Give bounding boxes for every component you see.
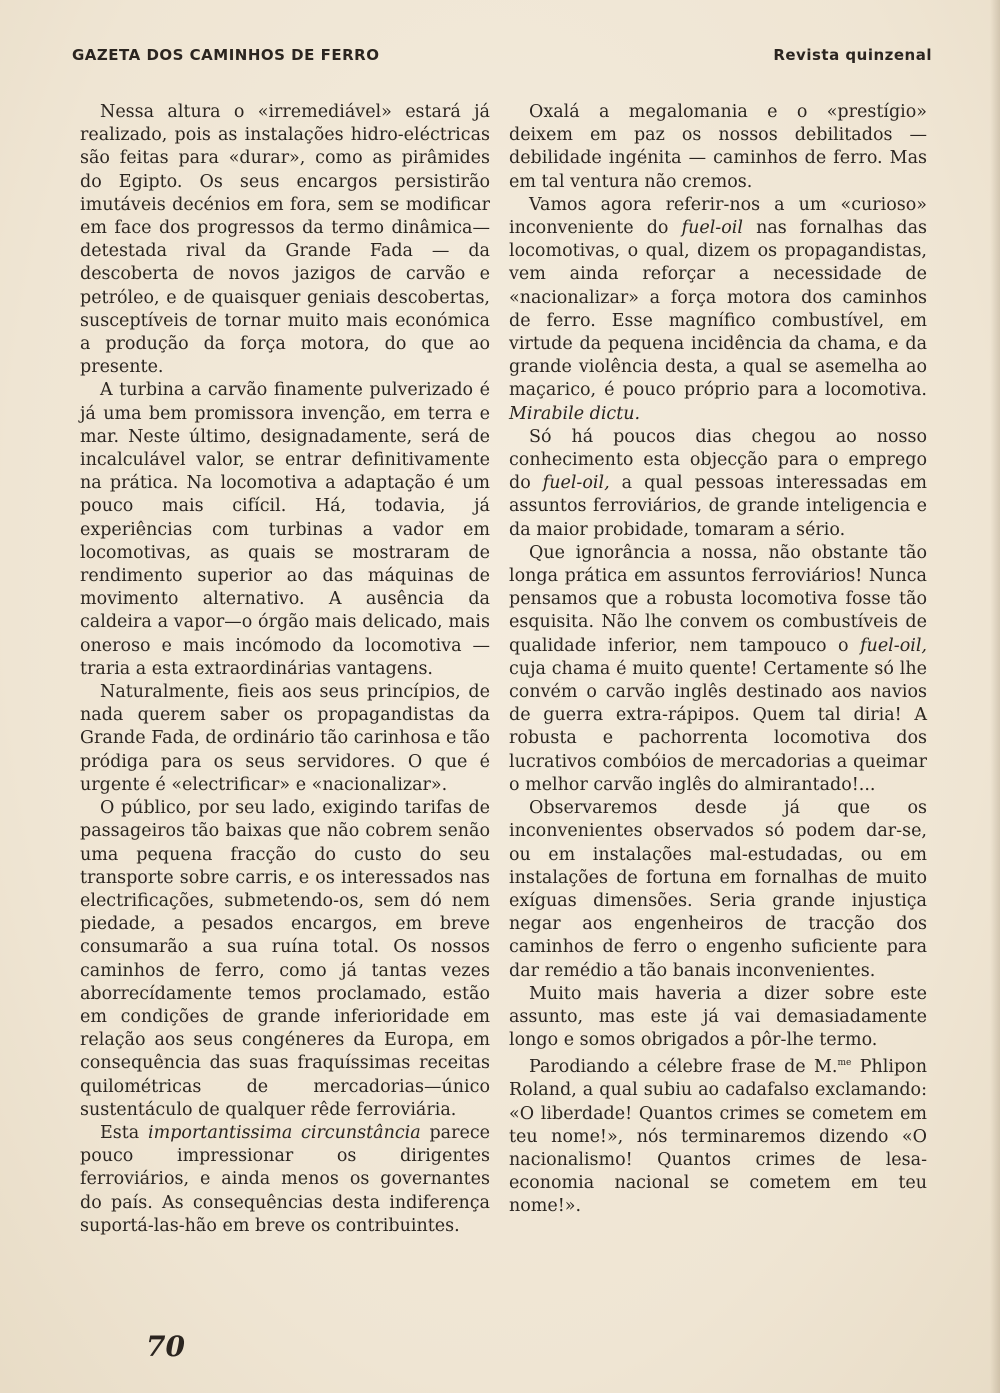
emphasis: fuel-oil, bbox=[542, 473, 610, 494]
paragraph bbox=[509, 542, 927, 797]
text-run: cuja chama é muito quente! Certamente só lhe convém o carvão inglês destinado aos navios de guerra extra-rápipos. Quem tal diria! A robusta e pachorrenta locomotiva dos lucrativos combóios de mercadorias a queimar o melhor carvão inglês do almirantado!... bbox=[509, 658, 927, 795]
publication-subtitle: Revista quinzenal bbox=[773, 46, 932, 64]
paragraph bbox=[509, 1052, 927, 1218]
paragraph: O público, por seu lado, exigindo tarifas de passageiros tão baixas que não cobrem senão uma pequena fracção do custo do seu transporte sobre carris, e os interessados nas electrificações, submetendo-os, sem dó nem piedade, a pesados encargos, em breve consumarão a sua ruína total. Os nossos caminhos de ferro, como já tantas vezes aborrecídamente temos proclamado, estão em condições de grande inferioridade em relação aos seus congéneres da Europa, em consequência das suas fraquíssimas receitas quilométricas de mercadorias—único sustentáculo de qualquer rêde ferroviária. bbox=[80, 798, 490, 1120]
emphasis: fuel-oil bbox=[681, 218, 743, 239]
text-run: Esta bbox=[100, 1122, 149, 1143]
paragraph: Muito mais haveria a dizer sobre este assunto, mas este já vai demasiadamente longo e somos obrigados a pôr-lhe termo. bbox=[509, 983, 927, 1051]
paragraph: A turbina a carvão finamente pulverizado é já uma bem promissora invenção, em terra e mar. Neste último, designadamente, será de incalculável valor, se entrar definitivamente na prática. Na locomotiva a adaptação é um pouco mais cifícil. Há, todavia, já experiências com turbinas a vador em locomotivas, as quais se mostraram de rendimento superior ao das máquinas de movimento alternativo. A ausência da caldeira a vapor—o órgão mais delicado, mais oneroso e mais incómodo da locomotiva —traria a esta extraordinárias vantagens. bbox=[80, 380, 490, 679]
page-edge-shadow bbox=[990, 0, 1000, 1393]
emphasis: Mirabile dictu. bbox=[509, 403, 641, 424]
text-run: Phlipon Roland, a qual subiu ao cadafalso exclamando: «O liberdade! Quantos crimes se cometem em teu nome!», nós terminaremos dizendo «O nacionalismo! Quantos crimes de lesa-economia nacional se cometem em teu nome!». bbox=[509, 1057, 927, 1217]
paragraph: Observaremos desde já que os inconvenientes observados só podem dar-se, ou em instalações mal-estudadas, ou em instalações de fortuna em fornalhas de muito exíguas dimensões. Seria grande injustiça negar aos engenheiros de tracção dos caminhos de ferro o engenho suficiente para dar remédio a tão banais inconvenientes. bbox=[509, 798, 927, 981]
text-run: a qual pessoas interessadas em assuntos ferroviários, de grande inteligencia e da maior probidade, tomaram a sério. bbox=[509, 473, 927, 540]
text-run: Vamos agora referir-nos a um «curioso» inconveniente do bbox=[509, 194, 927, 239]
text-run: nas fornalhas das locomotivas, o qual, dizem os propagandistas, vem ainda reforçar a necessidade de «nacionalizar» a força motora dos caminhos de ferro. Esse magnífico combustível, em virtude da pequena incidência da chama, e da grande violência desta, a qual se asemelha ao maçarico, é pouco próprio para a locomotiva. bbox=[509, 218, 927, 401]
text-run: Só há poucos dias chegou ao nosso conhecimento esta objecção para o emprego do bbox=[509, 426, 927, 494]
running-header bbox=[72, 46, 932, 70]
text-run: parece pouco impressionar os dirigentes ferroviários, e ainda menos os governantes do país. As consequências desta indiferença suportá-las-hão em breve os contribuintes. bbox=[80, 1122, 490, 1236]
superscript: me bbox=[837, 1058, 852, 1069]
page-number: 70 bbox=[146, 1330, 185, 1363]
right-column bbox=[509, 101, 927, 1219]
paragraph bbox=[80, 1122, 490, 1238]
text-run: Que ignorância a nossa, não obstante tão longa prática em assuntos ferroviários! Nunca pensamos que a robusta locomotiva fosse tão esquisita. Não lhe convem os combustíveis de qualidade inferior, nem tampouco o bbox=[509, 542, 927, 656]
paragraph bbox=[509, 194, 927, 426]
paragraph: Nessa altura o «irremediável» estará já realizado, pois as instalações hidro-eléctricas são feitas para «durar», como as pirâmides do Egipto. Os seus encargos persistirão imutáveis decénios em fora, sem se modificar em face dos progressos da termo dinâmica—detestada rival da Grande Fada — da descoberta de novos jazigos de carvão e petróleo, e de quaisquer geniais descobertas, susceptíveis de tornar muito mais económica a produção da força motora, do que ao presente. bbox=[80, 102, 490, 378]
paragraph: Naturalmente, fieis aos seus princípios, de nada querem saber os propagandistas da Grande Fada, de ordinário tão carinhosa e tão pródiga para os seus servidores. O que é urgente é «electrificar» e «nacionalizar». bbox=[80, 682, 490, 795]
emphasis: importantissima circunstância bbox=[148, 1122, 421, 1143]
emphasis: fuel-oil, bbox=[860, 635, 927, 656]
publication-title: GAZETA DOS CAMINHOS DE FERRO bbox=[72, 46, 380, 64]
text-run: Parodiando a célebre frase de M. bbox=[529, 1057, 838, 1078]
left-column bbox=[80, 101, 490, 1238]
paragraph: Oxalá a megalomania e o «prestígio» deixem em paz os nossos debilitados — debilidade ingénita — caminhos de ferro. Mas em tal ventura não cremos. bbox=[509, 102, 927, 192]
paragraph bbox=[509, 426, 927, 542]
